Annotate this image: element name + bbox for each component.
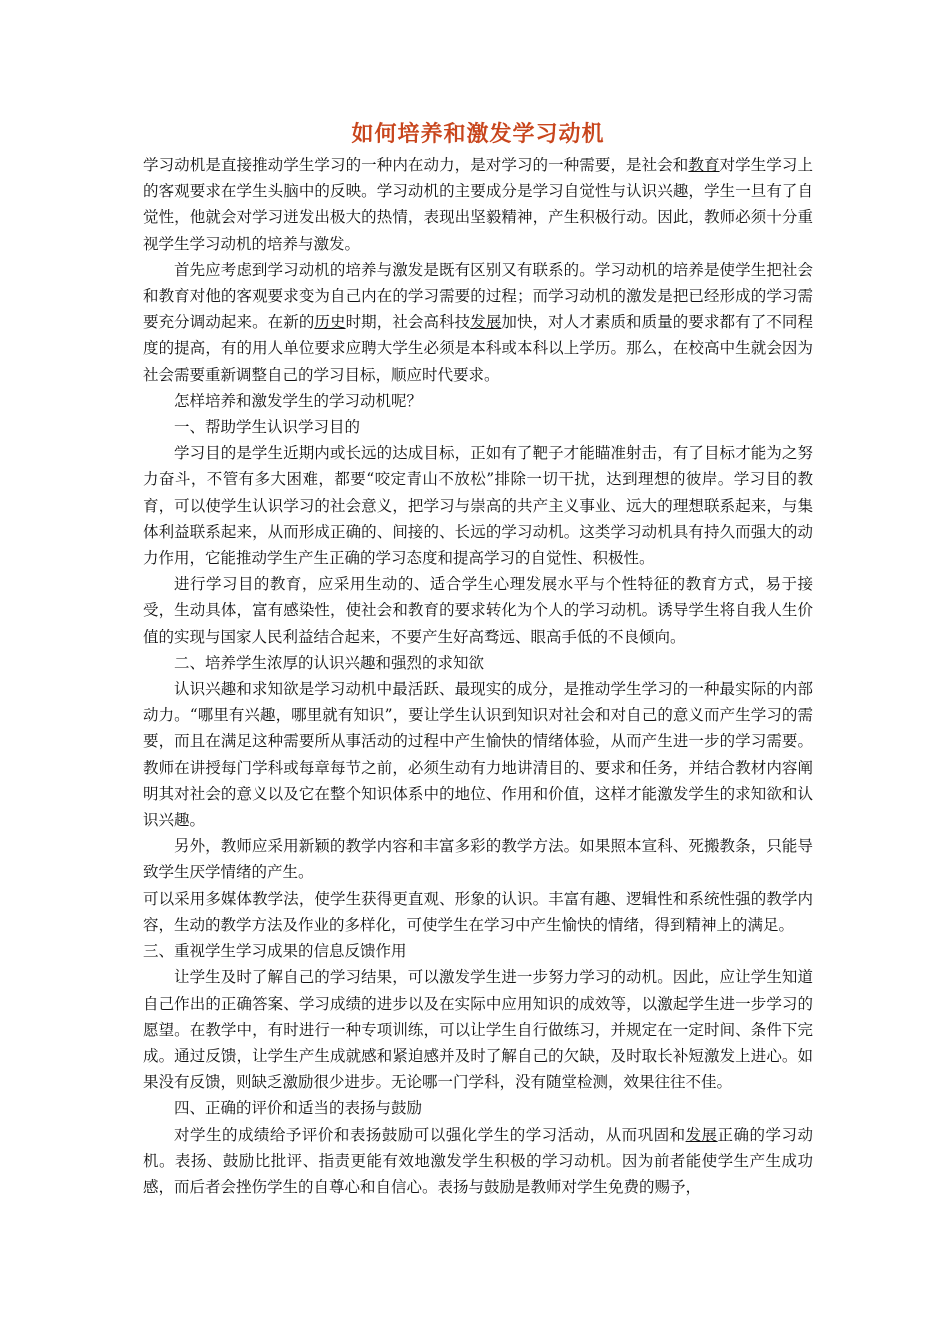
paragraph — [143, 440, 813, 571]
paragraph — [143, 676, 813, 833]
paragraph — [143, 388, 813, 414]
paragraph-text: 加快，对人才素质和质量的要求都有了不同程度的提高，有的用人单位要求应聘大学生必须是本科或本科以上学历。那么，在校高中生就会因为社会需要重新调整自己的学习目标，顺应时代要求。 — [143, 313, 813, 384]
hyperlink[interactable]: 历史 — [314, 313, 346, 332]
paragraph — [143, 257, 813, 388]
paragraph-text: 正确的学习动机。表扬、鼓励比批评、指责更能有效地激发学生积极的学习动机。因为前者能使学生产生成功感，而后者会挫伤学生的自尊心和自信心。表扬与鼓励是教师对学生免费的赐予， — [143, 1125, 813, 1196]
paragraph-text: 一、帮助学生认识学习目的 — [174, 418, 361, 437]
paragraph-text: 学习动机是直接推动学生学习的一种内在动力，是对学习的一种需要，是社会和 — [143, 156, 689, 174]
paragraph-text: 首先应考虑到学习动机的培养与激发是既有区别又有联系的。学习动机的培养是使学生把社会和教育对他的客观要求变为自己内在的学习需要的过程；而学习动机的激发是把已经形成的学习需要充分调动起来。在新的 — [143, 260, 813, 332]
paragraph — [143, 1122, 813, 1201]
paragraph — [143, 414, 813, 440]
paragraph-text: 对学生的成绩给予评价和表扬鼓励可以强化学生的学习活动，从而巩固和 — [174, 1125, 686, 1144]
paragraph — [143, 571, 813, 650]
paragraph — [143, 833, 813, 885]
paragraph-text: 进行学习目的教育，应采用生动的、适合学生心理发展水平与个性特征的教育方式，易于接受，生动具体，富有感染性，使社会和教育的要求转化为个人的学习动机。诱导学生将自我人生价值的实现与国家人民利益结合起来，不要产生好高骛远、眼高手低的不良倾向。 — [143, 575, 813, 646]
hyperlink[interactable]: 发展 — [685, 1125, 718, 1144]
paragraph-text: 对学生学习上的客观要求在学生头脑中的反映。学习动机的主要成分是学习自觉性与认识兴趣，学生一旦有了自觉性，他就会对学习迸发出极大的热情，表现出坚毅精神，产生积极行动。因此，教师必须十分重视学生学习动机的培养与激发。 — [143, 156, 813, 253]
hyperlink[interactable]: 发展 — [470, 313, 502, 332]
paragraph — [143, 886, 813, 938]
paragraph — [143, 152, 813, 257]
paragraph — [143, 1095, 813, 1121]
document-page — [143, 116, 813, 1200]
paragraph-text: 学习目的是学生近期内或长远的达成目标，正如有了靶子才能瞄准射击，有了目标才能为之努力奋斗，不管有多大困难，都要“咬定青山不放松”排除一切干扰，达到理想的彼岸。学习目的教育，可以使学生认识学习的社会意义，把学习与崇高的共产主义事业、远大的理想联系起来，与集体利益联系起来，从而形成正确的、间接的、长远的学习动机。这类学习动机具有持久而强大的动力作用，它能推动学生产生正确的学习态度和提高学习的自觉性、积极性。 — [143, 444, 813, 568]
paragraph-text: 时期，社会高科技 — [345, 313, 471, 332]
paragraph — [143, 938, 813, 964]
paragraph-text: 另外，教师应采用新颖的教学内容和丰富多彩的教学方法。如果照本宣科、死搬教条，只能导致学生厌学情绪的产生。 — [143, 837, 813, 882]
document-title: 如何培养和激发学习动机 — [351, 121, 605, 147]
paragraph-text: 认识兴趣和求知欲是学习动机中最活跃、最现实的成分，是推动学生学习的一种最实际的内部动力。“哪里有兴趣，哪里就有知识”，要让学生认识到知识对社会和对自己的意义而产生学习的需要，而且在满足这种需要所从事活动的过程中产生愉快的情绪体验，从而产生进一步的学习需要。教师在讲授每门学科或每章每节之前，必须生动有力地讲清目的、要求和任务，并结合教材内容阐明其对社会的意义以及它在整个知识体系中的地位、作用和价值，这样才能激发学生的求知欲和认识兴趣。 — [143, 680, 813, 830]
paragraph — [143, 650, 813, 676]
paragraph-text: 怎样培养和激发学生的学习动机呢？ — [174, 391, 423, 410]
paragraph — [143, 964, 813, 1095]
paragraph-text: 四、正确的评价和适当的表扬与鼓励 — [174, 1099, 423, 1118]
paragraph-text: 可以采用多媒体教学法，使学生获得更直观、形象的认识。丰富有趣、逻辑性和系统性强的教学内容，生动的教学方法及作业的多样化，可使学生在学习中产生愉快的情绪，得到精神上的满足。 — [143, 889, 813, 934]
paragraph-text: 二、培养学生浓厚的认识兴趣和强烈的求知欲 — [174, 653, 485, 672]
document-body — [143, 152, 813, 1200]
paragraph-text: 三、重视学生学习成果的信息反馈作用 — [143, 942, 407, 961]
paragraph-text: 让学生及时了解自己的学习结果，可以激发学生进一步努力学习的动机。因此，应让学生知道自己作出的正确答案、学习成绩的进步以及在实际中应用知识的成效等，以激起学生进一步学习的愿望。在教学中，有时进行一种专项训练，可以让学生自行做练习，并规定在一定时间、条件下完成。通过反馈，让学生产生成就感和紧迫感并及时了解自己的欠缺，及时取长补短激发上进心。如果没有反馈，则缺乏激励很少进步。无论哪一门学科，没有随堂检测，效果往往不佳。 — [143, 968, 813, 1092]
hyperlink[interactable]: 教育 — [688, 156, 720, 174]
